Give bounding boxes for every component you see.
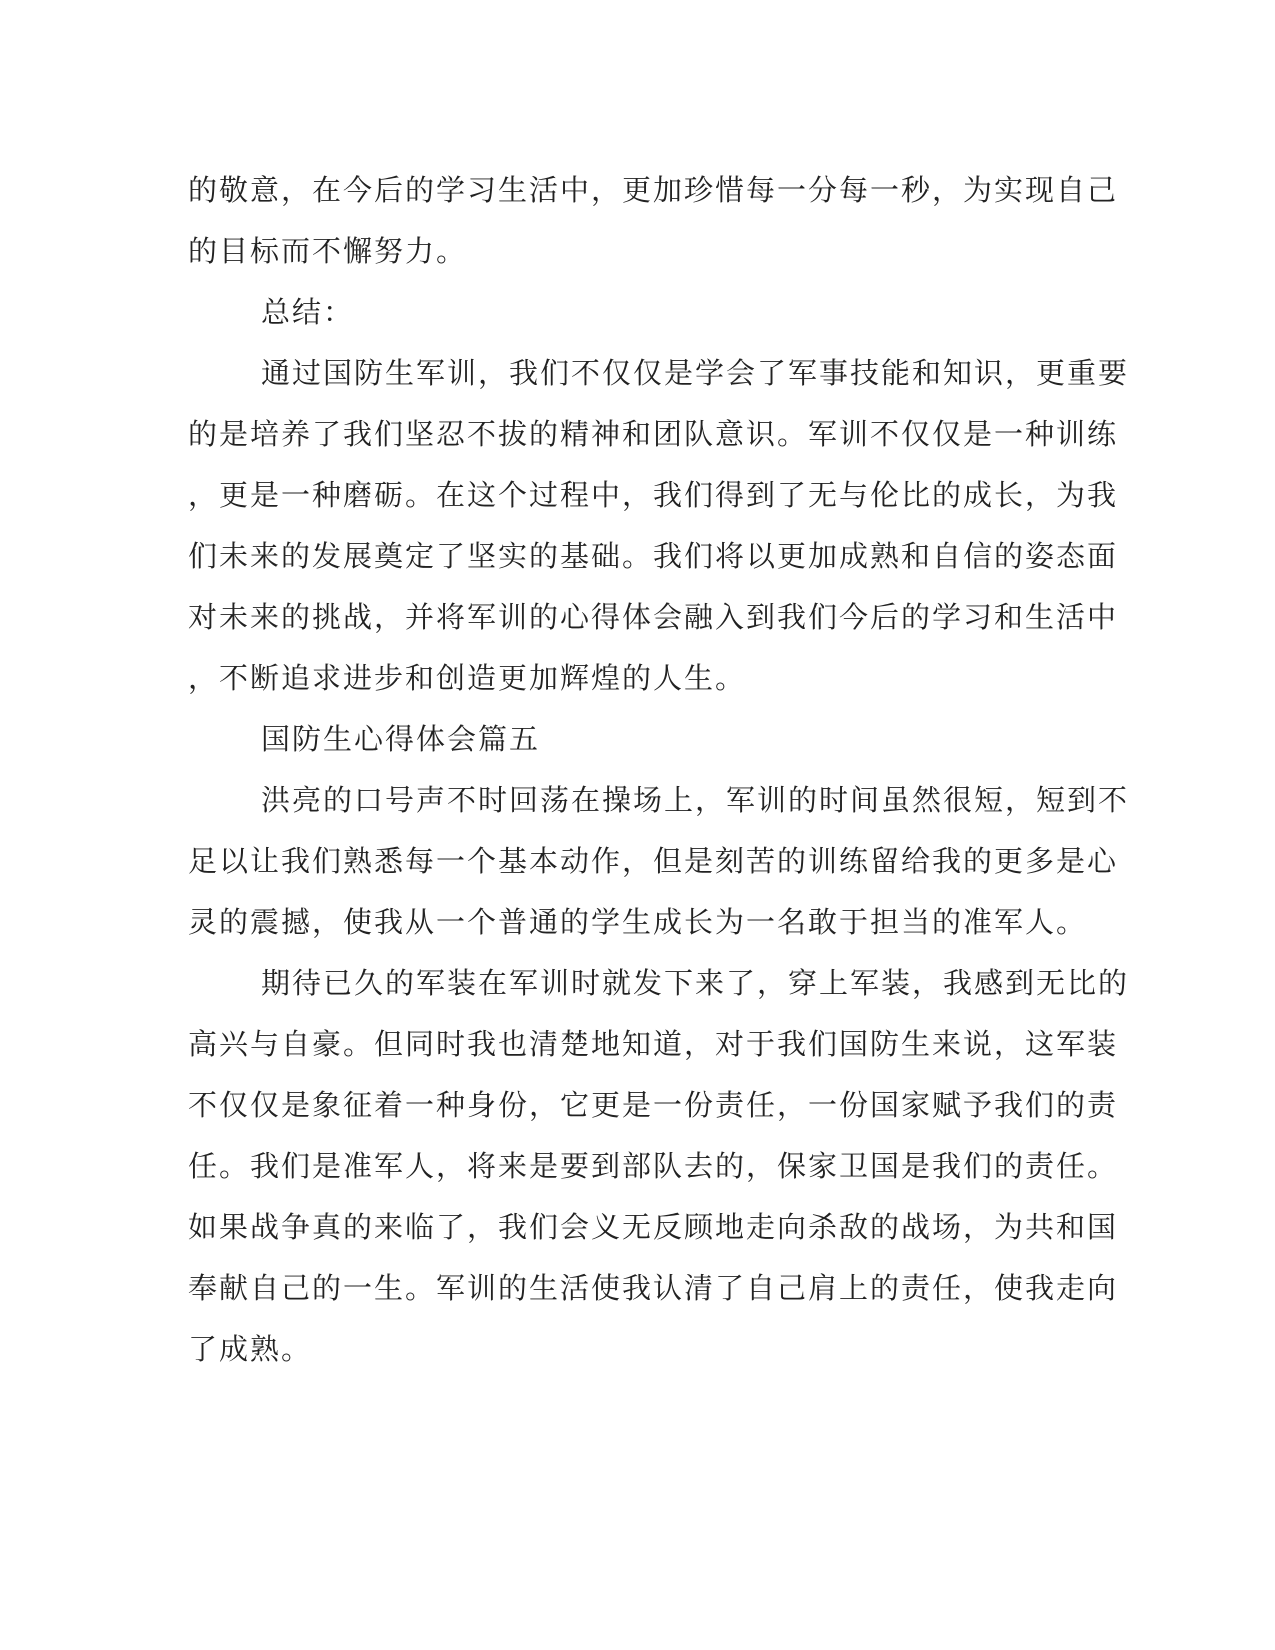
text-line: 奉献自己的一生。军训的生活使我认清了自己肩上的责任，使我走向 [188, 1271, 1119, 1305]
text-line: 的目标而不懈努力。 [188, 234, 468, 268]
text-line: 对未来的挑战，并将军训的心得体会融入到我们今后的学习和生活中 [188, 600, 1119, 634]
text-line: 不仅仅是象征着一种身份，它更是一份责任，一份国家赋予我们的责 [188, 1088, 1119, 1122]
text-line: ，更是一种磨砺。在这个过程中，我们得到了无与伦比的成长，为我 [188, 478, 1119, 512]
text-line: 洪亮的口号声不时回荡在操场上，军训的时间虽然很短，短到不 [261, 783, 1130, 817]
text-line: 的敬意，在今后的学习生活中，更加珍惜每一分每一秒，为实现自己 [188, 173, 1119, 207]
text-line: 们未来的发展奠定了坚实的基础。我们将以更加成熟和自信的姿态面 [188, 539, 1119, 573]
text-line: 灵的震撼，使我从一个普通的学生成长为一名敢于担当的准军人。 [188, 905, 1088, 939]
text-line: 了成熟。 [188, 1332, 313, 1366]
section-heading-summary: 总结： [261, 295, 355, 329]
text-line: 通过国防生军训，我们不仅仅是学会了军事技能和知识，更重要 [261, 356, 1130, 390]
section-heading-part-five: 国防生心得体会篇五 [261, 722, 541, 756]
document-body [188, 160, 1130, 1380]
text-line: 高兴与自豪。但同时我也清楚地知道，对于我们国防生来说，这军装 [188, 1027, 1119, 1061]
text-line: 任。我们是准军人，将来是要到部队去的，保家卫国是我们的责任。 [188, 1149, 1119, 1183]
text-line: 如果战争真的来临了，我们会义无反顾地走向杀敌的战场，为共和国 [188, 1210, 1119, 1244]
text-line: 足以让我们熟悉每一个基本动作，但是刻苦的训练留给我的更多是心 [188, 844, 1119, 878]
text-line: ，不断追求进步和创造更加辉煌的人生。 [188, 661, 747, 695]
text-line: 期待已久的军装在军训时就发下来了，穿上军装，我感到无比的 [261, 966, 1130, 1000]
text-line: 的是培养了我们坚忍不拔的精神和团队意识。军训不仅仅是一种训练 [188, 417, 1119, 451]
